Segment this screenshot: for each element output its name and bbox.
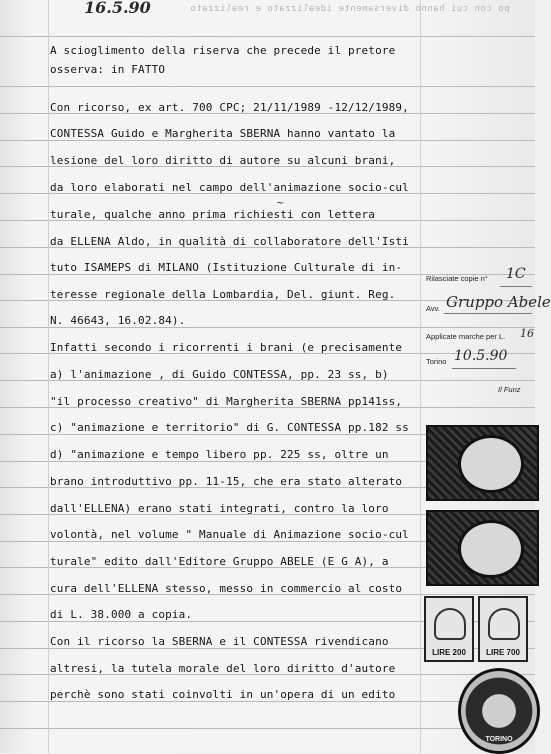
- bleed-through-text: po con cui hanno diversamente idealizzato e realizzato: [190, 4, 510, 14]
- official-round-stamp: TORINO: [458, 668, 540, 754]
- ruled-line: [0, 701, 535, 702]
- body-line: dall'ELLENA) erano stati integrati, contro la loro: [50, 502, 389, 515]
- margin-underline: [444, 313, 532, 314]
- margin-avv-label: Avv.: [426, 304, 440, 313]
- body-line: da ELLENA Aldo, in qualità di collaboratore dell'Isti: [50, 235, 409, 248]
- handwritten-correction: ~: [276, 198, 285, 209]
- margin-underline: [500, 286, 532, 287]
- revenue-stamp-700: LIRE 700: [478, 596, 528, 662]
- body-line: lesione del loro diritto di autore su alcuni brani,: [50, 154, 396, 167]
- margin-rule: [48, 0, 49, 753]
- body-line: Con ricorso, ex art. 700 CPC; 21/11/1989 -12/12/1989,: [50, 101, 409, 114]
- body-line: turale, qualche anno prima richiesti con lettera: [50, 208, 376, 221]
- margin-funz-label: Il Funz: [498, 385, 521, 394]
- body-line: d) "animazione e tempo libero pp. 225 ss, oltre un: [50, 448, 389, 461]
- margin-torino-value: 10.5.90: [454, 348, 508, 364]
- revenue-stamp-200: LIRE 200: [424, 596, 474, 662]
- revenue-stamp: [426, 510, 539, 586]
- body-line: brano introduttivo pp. 11-15, che era stato alterato: [50, 475, 403, 488]
- margin-marche-value: 16: [520, 327, 534, 340]
- body-line: altresi, la tutela morale del loro diritto d'autore: [50, 662, 396, 675]
- body-line: da loro elaborati nel campo dell'animazione socio-cul: [50, 181, 409, 194]
- ruled-line: [0, 36, 535, 37]
- revenue-stamp: [426, 425, 539, 501]
- body-line: A scioglimento della riserva che precede il pretore: [50, 44, 396, 57]
- ruled-line: [0, 728, 535, 729]
- margin-torino-label: Torino: [426, 357, 447, 366]
- body-line: volontà, nel volume " Manuale di Animazione socio-cul: [50, 528, 409, 541]
- margin-marche-label: Applicate marche per L.: [426, 332, 506, 341]
- margin-rilasciate-value: 1C: [506, 266, 526, 282]
- body-line: turale" edito dall'Editore Gruppo ABELE (E G A), a: [50, 555, 389, 568]
- body-line: a) l'animazione , di Guido CONTESSA, pp. 23 ss, b): [50, 368, 389, 381]
- margin-rule: [420, 0, 421, 753]
- body-line: di L. 38.000 a copia.: [50, 608, 193, 621]
- margin-rilasciate-label: Rilasciate copie n°: [426, 274, 488, 283]
- body-line: osserva: in FATTO: [50, 63, 166, 76]
- body-line: teresse regionale della Lombardia, Del. giunt. Reg.: [50, 288, 396, 301]
- handwritten-date: 16.5.90: [84, 0, 151, 17]
- body-line: Infatti secondo i ricorrenti i brani (e precisamente: [50, 341, 403, 354]
- body-line: c) "animazione e territorio" di G. CONTESSA pp.182 ss: [50, 421, 409, 434]
- ruled-line: [0, 86, 535, 87]
- body-line: CONTESSA Guido e Margherita SBERNA hanno vantato la: [50, 127, 396, 140]
- ruled-line: [0, 327, 535, 328]
- margin-avv-value: Gruppo Abele: [446, 293, 551, 311]
- ruled-line: [0, 140, 535, 141]
- body-line: "il processo creativo" di Margherita SBERNA pp141ss,: [50, 395, 403, 408]
- body-line: perchè sono stati coinvolti in un'opera di un edito: [50, 688, 396, 701]
- body-line: N. 46643, 16.02.84).: [50, 314, 186, 327]
- body-line: Con il ricorso la SBERNA e il CONTESSA rivendicano: [50, 635, 389, 648]
- margin-underline: [452, 368, 516, 369]
- body-line: cura dell'ELLENA stesso, messo in commercio al costo: [50, 582, 403, 595]
- body-line: tuto ISAMEPS di MILANO (Istituzione Culturale di in-: [50, 261, 403, 274]
